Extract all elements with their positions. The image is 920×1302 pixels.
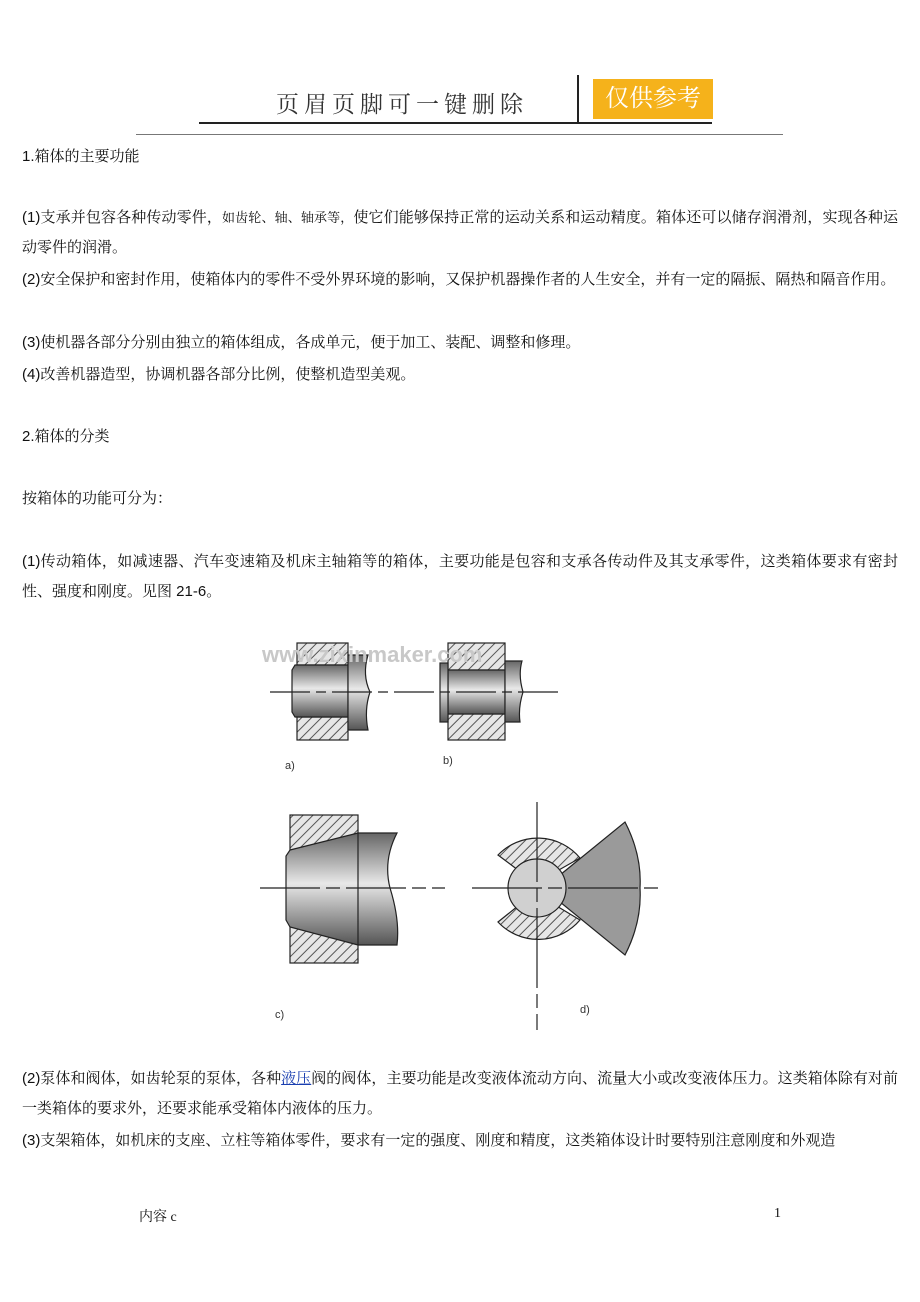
page-number: 1	[774, 1206, 781, 1221]
header-underline	[199, 122, 580, 124]
label-a: a)	[285, 760, 295, 772]
reference-only-badge: 仅供参考	[593, 79, 713, 119]
paragraph-4: (4)改善机器造型，协调机器各部分比例，使整机造型美观。	[22, 366, 416, 383]
paragraph-3: (3)使机器各部分分别由独立的箱体组成，各成单元，便于加工、装配、调整和修理。	[22, 334, 581, 351]
shaft-a	[292, 665, 348, 717]
paragraph-1	[22, 203, 898, 263]
p1-small: 如齿轮、轴、轴承等，	[222, 210, 354, 225]
figure-shaft-fits	[250, 630, 670, 1030]
header-divider	[577, 75, 579, 123]
paragraph-2: (2)安全保护和密封作用，使箱体内的零件不受外界环境的影响，又保护机器操作者的人生安全，并有一定的隔振、隔热和隔音作用。	[22, 271, 896, 288]
paragraph-6: (1)传动箱体，如减速器、汽车变速箱及机床主轴箱等的箱体，主要功能是包容和支承各传动件及其支承零件，这类箱体要求有密封性、强度和刚度。见图 21-6。	[22, 553, 898, 600]
footer-left: 内容 c	[139, 1210, 177, 1225]
watermark: www.zixinmaker.com	[262, 642, 483, 667]
p1-text: (1)支承并包容各种传动零件，	[22, 209, 223, 226]
label-b: b)	[443, 755, 453, 767]
paragraph-5: 按箱体的功能可分为：	[22, 490, 173, 507]
label-c: c)	[275, 1009, 285, 1021]
label-d: d)	[580, 1004, 590, 1016]
header-rule	[136, 134, 783, 135]
p1-text-rest: 使它们能够保持正常的运动关系和运动精度。箱体还可以储存润滑剂，实现各种运动零件的润滑。	[22, 209, 898, 256]
hatch-b-bottom	[448, 714, 505, 740]
section-heading-1: 1.箱体的主要功能	[22, 148, 140, 165]
p7-text: (2)泵体和阀体，如齿轮泵的泵体，各种	[22, 1070, 282, 1087]
p7-text-rest: 阀的阀体，主要功能是改变液体流动方向、流量大小或改变液体压力。这类箱体除有对前一类箱体的要求外，还要求能承受箱体内液体的压力。	[22, 1070, 898, 1117]
section-heading-2: 2.箱体的分类	[22, 428, 110, 445]
hydraulic-link[interactable]: 液压	[281, 1070, 312, 1087]
paragraph-7	[22, 1064, 898, 1124]
paragraph-8: (3)支架箱体，如机床的支座、立柱等箱体零件，要求有一定的强度、刚度和精度，这类箱体设计时要特别注意刚度和外观造	[22, 1132, 836, 1149]
header-text: 页眉页脚可一键删除	[276, 92, 528, 117]
tapered-shaft-c	[286, 833, 398, 945]
hatch-a-bottom	[297, 717, 348, 740]
header-underline-right	[578, 122, 712, 124]
